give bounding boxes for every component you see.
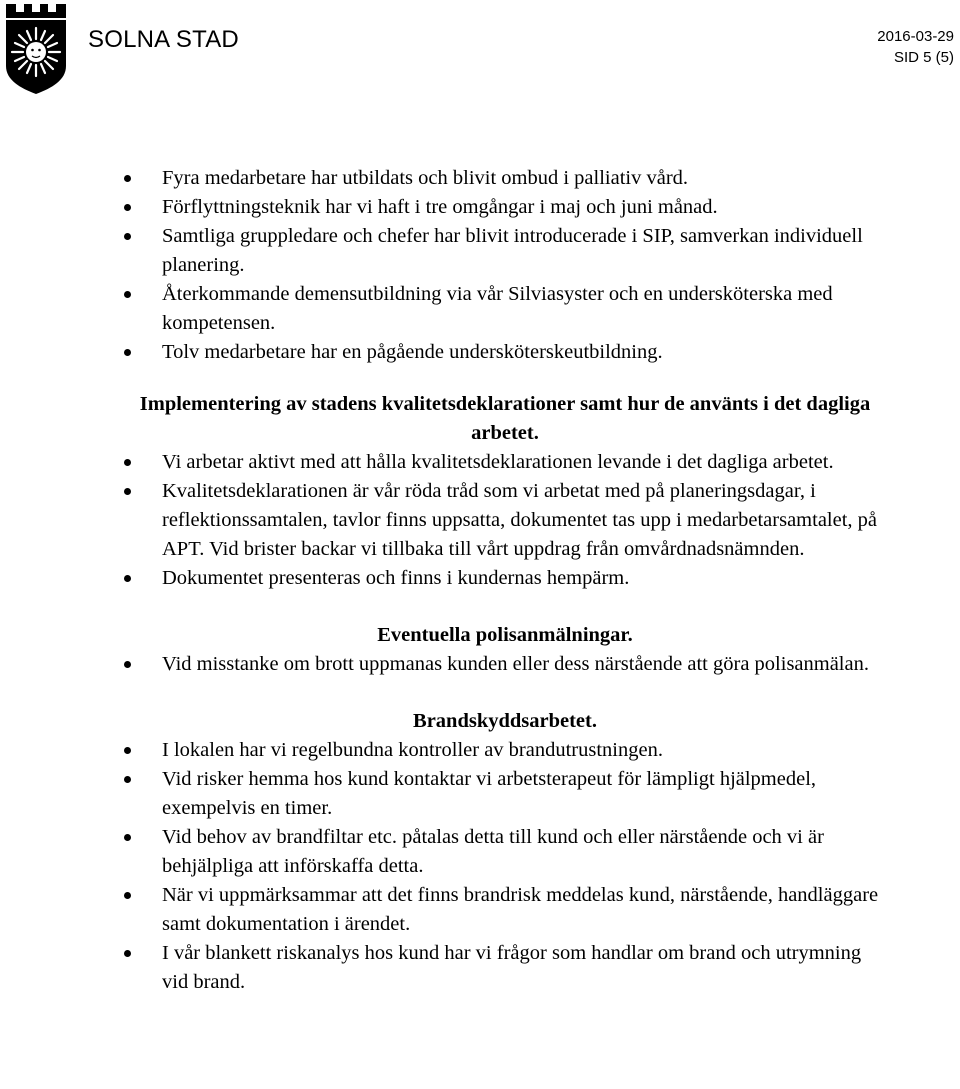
list-item: I vår blankett riskanalys hos kund har vi frågor som handlar om brand och utrymning vid brand. [0,939,960,997]
document-meta [877,26,954,68]
list-item: Kvalitetsdeklarationen är vår röda tråd som vi arbetat med på planeringsdagar, i reflektionssamtalen, tavlor finns uppsatta, dokumentet tas upp i medarbetarsamtalet, på APT. Vid brister backar vi tillbaka till vårt uppdrag från omvårdnadsnämnden. [0,477,960,564]
bullet-list-training [0,164,960,367]
list-item: Samtliga gruppledare och chefer har blivit introducerade i SIP, samverkan individuell planering. [0,222,960,280]
section-heading-fire-safety: Brandskyddsarbetet. [413,710,597,732]
list-item: Dokumentet presenteras och finns i kundernas hempärm. [0,564,960,593]
solna-crest-icon [4,0,68,96]
list-item: Vi arbetar aktivt med att hålla kvalitetsdeklarationen levande i det dagliga arbetet. [0,448,960,477]
bullet-list-fire-safety [0,736,960,997]
list-item: Vid misstanke om brott uppmanas kunden eller dess närstående att göra polisanmälan. [0,650,960,679]
section-heading-police: Eventuella polisanmälningar. [377,624,633,646]
bullet-list-police [0,650,960,679]
list-item: Fyra medarbetare har utbildats och blivit ombud i palliativ vård. [0,164,960,193]
page-number: SID 5 (5) [893,49,954,66]
list-item: I lokalen har vi regelbundna kontroller av brandutrustningen. [0,736,960,765]
section-heading-quality: Implementering av stadens kvalitetsdeklarationer samt hur de använts i det dagliga arbetet. [139,393,871,444]
list-item: När vi uppmärksammar att det finns brandrisk meddelas kund, närstående, handläggare samt dokumentation i ärendet. [0,881,960,939]
list-item: Tolv medarbetare har en pågående undersköterskeutbildning. [0,338,960,367]
list-item: Vid behov av brandfiltar etc. påtalas detta till kund och eller närstående och vi är behjälpliga att införskaffa detta. [0,823,960,881]
list-item: Förflyttningsteknik har vi haft i tre omgångar i maj och juni månad. [0,193,960,222]
organization-name: SOLNA STAD [88,26,239,53]
document-body [0,164,960,997]
document-date: 2016-03-29 [877,28,954,45]
list-item: Vid risker hemma hos kund kontaktar vi arbetsterapeut för lämpligt hjälpmedel, exempelvis en timer. [0,765,960,823]
bullet-list-quality [0,448,960,593]
page-header [0,0,960,100]
list-item: Återkommande demensutbildning via vår Silviasyster och en undersköterska med kompetensen. [0,280,960,338]
